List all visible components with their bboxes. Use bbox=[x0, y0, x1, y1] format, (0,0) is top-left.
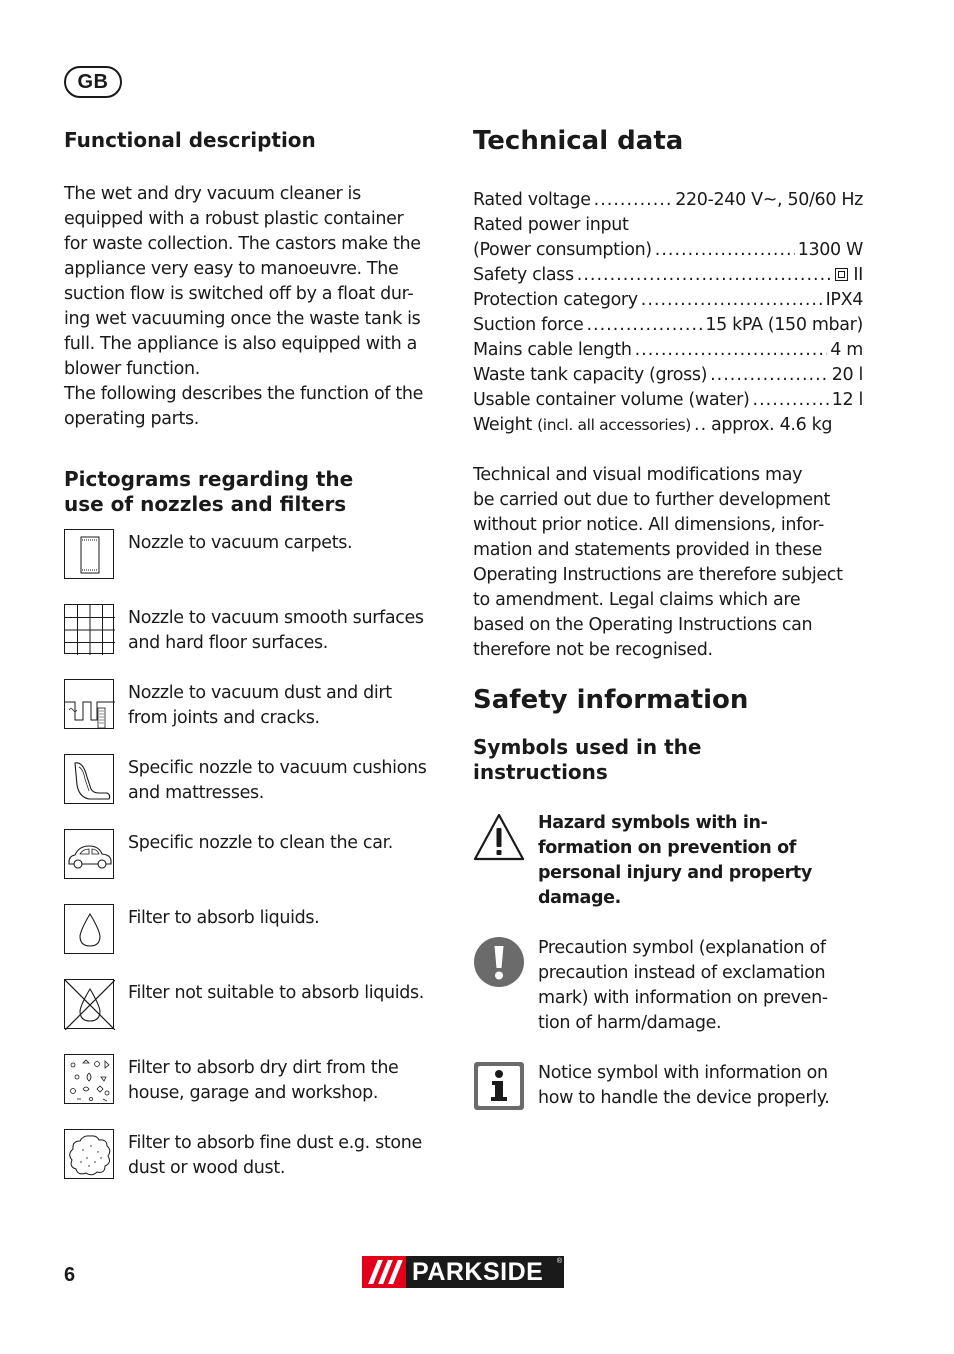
spec-value: 220-240 V~, 50/60 Hz bbox=[675, 190, 863, 210]
list-item bbox=[64, 1129, 449, 1204]
list-item bbox=[64, 529, 449, 604]
list-item bbox=[64, 829, 449, 904]
safety-information-heading: Safety information bbox=[473, 685, 749, 715]
exclamation-circle-icon bbox=[473, 936, 525, 988]
spec-value: IPX4 bbox=[825, 290, 863, 310]
table-row bbox=[473, 188, 863, 213]
list-item bbox=[64, 979, 449, 1054]
spec-label: Safety class bbox=[473, 265, 574, 285]
technical-note: Technical and visual modifications may be carried out due to further development without prior notice. All dimensions, infor- mation and statements provided in these Operating Instructions are therefore subject to amendment. Legal claims which are based on the Operating Instructions can therefore not be recognised. bbox=[473, 465, 843, 660]
table-row bbox=[473, 338, 863, 363]
left-column bbox=[64, 128, 449, 1204]
fine-dust-filter-icon bbox=[64, 1129, 114, 1179]
spec-value: II bbox=[853, 265, 863, 285]
parkside-logo bbox=[362, 1256, 564, 1288]
spec-value: approx. 4.6 kg bbox=[711, 415, 833, 435]
leader-dots bbox=[577, 263, 833, 288]
info-icon bbox=[473, 1061, 525, 1113]
spec-label-note: (incl. all accessories) bbox=[537, 416, 691, 434]
list-item bbox=[64, 754, 449, 829]
pictogram-label: Nozzle to vacuum dust and dirt from joints and cracks. bbox=[128, 683, 392, 728]
functional-description-text: The wet and dry vacuum cleaner is equipped with a robust plastic container for waste collection. The castors make the appliance very easy to manoeuvre. The suction flow is switched off by a float dur- ing wet vacuuming once the waste tank is full. The appliance is also equipped with a blower function. The following describes the function of the operating parts. bbox=[64, 184, 424, 429]
spec-label: Suction force bbox=[473, 315, 584, 335]
spec-label: Weight bbox=[473, 415, 532, 435]
pictogram-label: Filter to absorb dry dirt from the house, garage and workshop. bbox=[128, 1058, 399, 1103]
carpet-nozzle-icon bbox=[64, 529, 114, 579]
list-item bbox=[473, 1061, 863, 1113]
pictogram-label: Filter to absorb fine dust e.g. stone dust or wood dust. bbox=[128, 1133, 422, 1178]
leader-dots bbox=[641, 288, 823, 313]
pictogram-label: Specific nozzle to vacuum cushions and mattresses. bbox=[128, 758, 427, 803]
spec-label: Usable container volume (water) bbox=[473, 390, 750, 410]
spec-value: 15 kPA (150 mbar) bbox=[705, 315, 863, 335]
right-column bbox=[473, 124, 863, 1138]
spec-value: 12 l bbox=[831, 390, 863, 410]
list-item bbox=[64, 679, 449, 754]
leader-dots bbox=[594, 188, 673, 213]
page-number: 6 bbox=[64, 1264, 76, 1286]
symbol-description: Notice symbol with information on how to handle the device properly. bbox=[538, 1063, 830, 1108]
spec-label: Protection category bbox=[473, 290, 638, 310]
leader-dots bbox=[753, 388, 829, 413]
pictogram-label: Filter not suitable to absorb liquids. bbox=[128, 983, 425, 1003]
list-item bbox=[473, 811, 863, 911]
spec-label: Rated power input bbox=[473, 215, 629, 235]
dry-dirt-filter-icon bbox=[64, 1054, 114, 1104]
warning-triangle-icon bbox=[473, 811, 525, 863]
spec-value: 1300 W bbox=[797, 240, 863, 260]
car-nozzle-icon bbox=[64, 829, 114, 879]
symbol-description: Precaution symbol (explanation of precaution instead of exclamation mark) with information on preven- tion of harm/damage. bbox=[538, 938, 828, 1033]
pictogram-label: Nozzle to vacuum smooth surfaces and hard floor surfaces. bbox=[128, 608, 424, 653]
table-row bbox=[473, 388, 863, 413]
logo-slashes-icon bbox=[362, 1256, 406, 1288]
table-row bbox=[473, 238, 863, 263]
spec-label: Mains cable length bbox=[473, 340, 632, 360]
pictogram-label: Filter to absorb liquids. bbox=[128, 908, 320, 928]
registered-mark: ® bbox=[556, 1258, 562, 1265]
functional-description-heading: Functional description bbox=[64, 128, 316, 152]
list-item bbox=[473, 936, 863, 1036]
brand-name: PARKSIDE bbox=[412, 1258, 544, 1286]
list-item bbox=[64, 904, 449, 979]
pictogram-list bbox=[64, 529, 449, 1204]
technical-data-table bbox=[473, 188, 863, 438]
spec-label-wrapper bbox=[473, 413, 691, 438]
symbol-description: Hazard symbols with in- formation on prevention of personal injury and property damage. bbox=[538, 813, 812, 908]
crevice-nozzle-icon bbox=[64, 679, 114, 729]
table-row bbox=[473, 413, 863, 438]
spec-value: 20 l bbox=[831, 365, 863, 385]
technical-data-heading: Technical data bbox=[473, 126, 684, 156]
table-row bbox=[473, 363, 863, 388]
pictogram-label: Nozzle to vacuum carpets. bbox=[128, 533, 353, 553]
table-row bbox=[473, 263, 863, 288]
spec-label: (Power consumption) bbox=[473, 240, 652, 260]
pictogram-label: Specific nozzle to clean the car. bbox=[128, 833, 394, 853]
leader-dots bbox=[710, 363, 829, 388]
leader-dots bbox=[655, 238, 795, 263]
liquid-filter-icon bbox=[64, 904, 114, 954]
symbols-heading: Symbols used in the instructions bbox=[473, 735, 702, 784]
table-row bbox=[473, 213, 863, 238]
language-badge: GB bbox=[64, 66, 122, 98]
table-row bbox=[473, 313, 863, 338]
leader-dots bbox=[635, 338, 828, 363]
spec-label: Rated voltage bbox=[473, 190, 591, 210]
no-liquid-filter-icon bbox=[64, 979, 114, 1029]
protection-class-ii-icon bbox=[835, 268, 848, 281]
symbol-list bbox=[473, 811, 863, 1113]
pictograms-heading: Pictograms regarding the use of nozzles and filters bbox=[64, 467, 354, 516]
upholstery-nozzle-icon bbox=[64, 754, 114, 804]
list-item bbox=[64, 1054, 449, 1129]
spec-label: Waste tank capacity (gross) bbox=[473, 365, 708, 385]
leader-dots bbox=[586, 313, 702, 338]
table-row bbox=[473, 288, 863, 313]
list-item bbox=[64, 604, 449, 679]
leader-dots bbox=[694, 413, 708, 438]
spec-value: 4 m bbox=[830, 340, 863, 360]
smooth-floor-nozzle-icon bbox=[64, 604, 114, 654]
spec-value-wrapper bbox=[835, 263, 863, 288]
